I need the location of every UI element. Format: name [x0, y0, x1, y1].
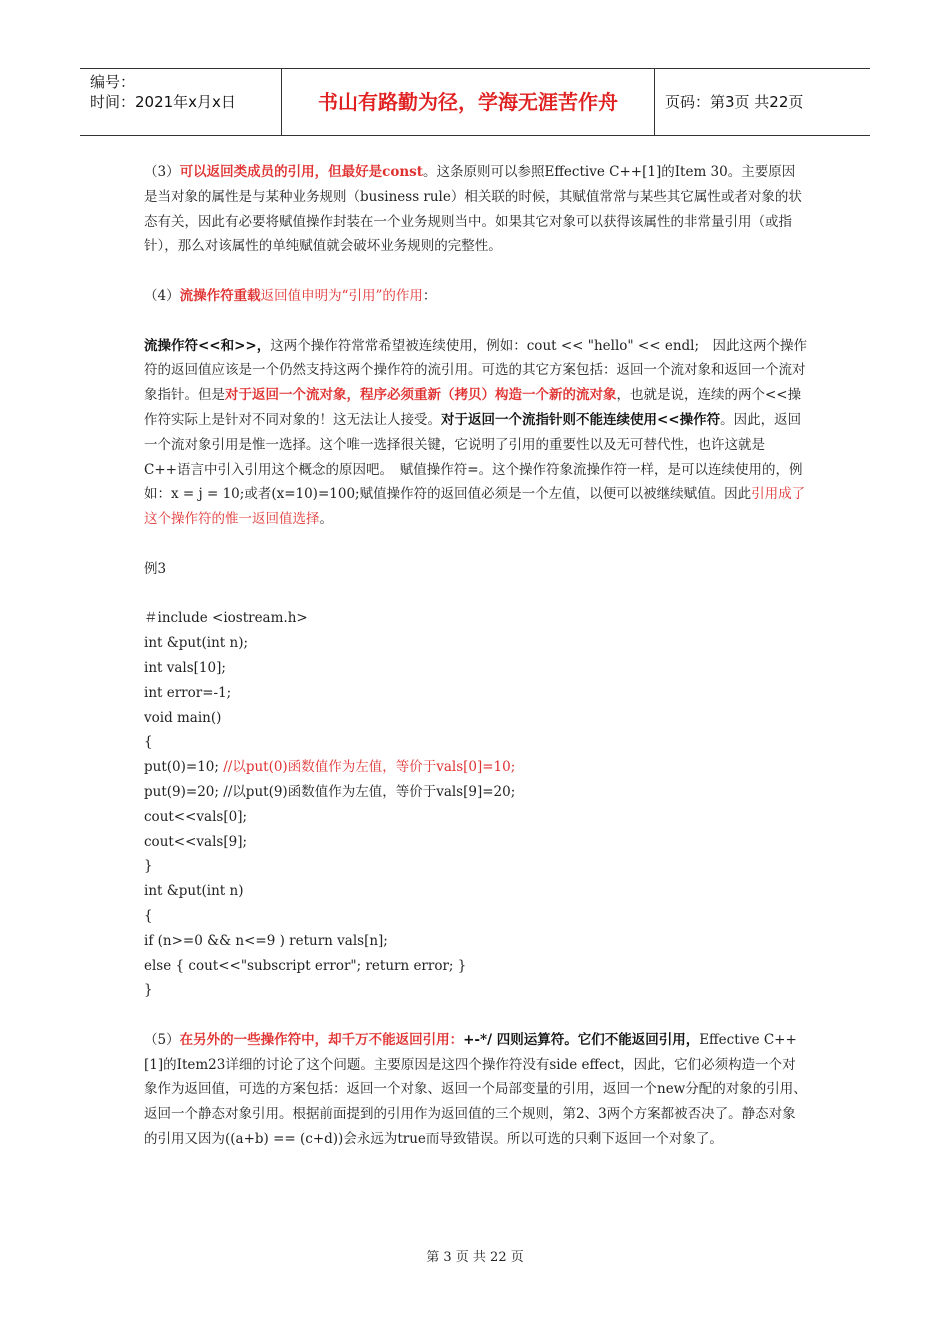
item-number: （3） [144, 164, 180, 180]
code-line: ＃include <iostream.h> [144, 610, 308, 627]
code-block [144, 606, 808, 1003]
body-text: Effective C++[1]的Item23详细的讨论了这个问题。主要原因是这四个操作符没有side effect，因此，它们必须构造一个对象作为返回值，可选的方案包括：返回一个对象、返回一个局部变量的引用，返回一个new分配的对象的引用、返回一个静态对象引用。根据前面提到的引用作为返回值的三个规则，第2、3两个方案都被否决了。静态对象的引用又因为((a+b) == (c+d))会永远为true而导致错误。所以可选的只剩下返回一个对象了。 [144, 1031, 807, 1148]
body-text: 这两个操作符常常希望被连续使用，例如：cout << "hello" << endl; 因此这两个操作符的返回值应该是一个仍然支持这两个操作符的流引用。可选的其它方案包括：返回一个流对象和返回一个流对象指针。但是 [144, 337, 808, 404]
body-text: ： [422, 287, 437, 304]
code-line: void main() [144, 709, 222, 726]
paragraph-4-heading [144, 284, 808, 309]
code-line: put(9)=20; //以put(9)函数值作为左值，等价于vals[9]=20; [144, 783, 516, 800]
highlight-text: 返回值申明为“引用”的作用 [260, 287, 423, 304]
number-label: 编号： [90, 73, 136, 91]
code-statement: put(0)=10; [144, 759, 224, 776]
code-line: cout<<vals[0]; [144, 808, 248, 825]
code-line: } [144, 982, 153, 999]
header-page-info: 页码：第3页 共22页 [665, 93, 804, 111]
code-line: } [144, 858, 153, 875]
code-line: if (n>=0 && n<=9 ) return vals[n]; [144, 932, 388, 949]
bold-text: 流操作符<<和>>， [144, 337, 271, 354]
example-label: 例3 [144, 560, 167, 577]
body-text: ，也就是说，连续的两个<<操作符实际上是针对不同对象的！这无法让人接受。 [144, 387, 802, 428]
code-line: { [144, 907, 153, 924]
header-meta [80, 69, 282, 135]
item-number: （5） [144, 1031, 180, 1048]
code-line [144, 755, 808, 780]
highlight-text: 引用成了这个操作符的惟一返回值选择 [144, 486, 806, 528]
code-line: int error=-1; [144, 684, 232, 701]
body-text: 。这条原则可以参照Effective C++[1]的Item 30。主要原因是当对象的属性是与某种业务规则（business rule）相关联的时候，其赋值常常与某些其它属性或者对象的状态有关，因此有必要将赋值操作封装在一个业务规则当中。如果其它对象可以获得该属性的非常量引用（或指针），那么对该属性的单纯赋值就会破坏业务规则的完整性。 [144, 164, 802, 255]
header-motto: 书山有路勤为径，学海无涯苦作舟 [282, 69, 655, 135]
code-line: int &put(int n); [144, 635, 249, 652]
code-line: else { cout<<"subscript error"; return error; } [144, 957, 467, 974]
emphasis-text: 流操作符重载 [179, 287, 261, 304]
paragraph-5 [144, 1028, 808, 1152]
page-footer: 第 3 页 共 22 页 [426, 1250, 524, 1265]
bold-text: 对于返回一个流指针则不能连续使用<<操作符 [441, 411, 721, 428]
document-body [144, 160, 808, 1152]
emphasis-text: 在另外的一些操作符中，却千万不能返回引用： [179, 1031, 464, 1048]
code-line: int &put(int n) [144, 883, 244, 900]
bold-text: +-*/ 四则运算符。它们不能返回引用， [463, 1031, 700, 1048]
paragraph-3 [144, 160, 808, 259]
body-text: 。因此，返回一个流对象引用是惟一选择。这个唯一选择很关键，它说明了引用的重要性以及无可替代性，也许这就是C++语言中引入引用这个概念的原因吧。 赋值操作符=。这个操作符象流操作符一样，是可以连续使用的，例如：x = j = 10;或者(x=10)=100;赋值操作符的返回值必须是一个左值，以便可以被继续赋值。因此 [144, 411, 803, 503]
emphasis-text: 对于返回一个流对象，程序必须重新（拷贝）构造一个新的流对象 [225, 387, 617, 404]
code-line: cout<<vals[9]; [144, 833, 248, 850]
code-line: { [144, 734, 153, 751]
emphasis-text: 可以返回类成员的引用，但最好是const [179, 164, 423, 180]
item-number: （4） [144, 287, 180, 304]
code-line: int vals[10]; [144, 659, 226, 676]
date-label: 时间：2021年x月x日 [90, 93, 236, 111]
page-header [80, 68, 870, 136]
body-text: 。 [319, 511, 333, 528]
code-comment: //以put(0)函数值作为左值，等价于vals[0]=10; [223, 759, 516, 776]
paragraph-4-body [144, 334, 808, 532]
